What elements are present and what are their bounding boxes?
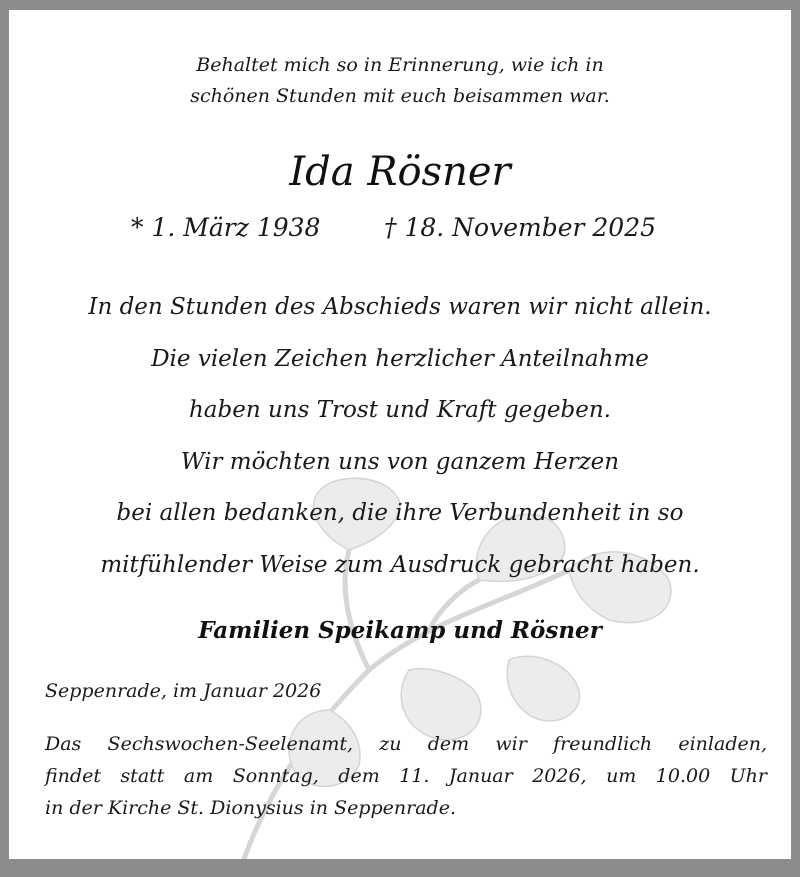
message-line: mitfühlender Weise zum Ausdruck gebracht haben. <box>100 551 700 578</box>
message-line: Die vielen Zeichen herzlicher Anteilnahme <box>151 345 649 372</box>
service-note <box>45 728 767 824</box>
service-note-line: in der Kirche St. Dionysius in Seppenrade. <box>45 797 456 819</box>
message-line: In den Stunden des Abschieds waren wir nicht allein. <box>88 294 712 320</box>
message-line: bei allen bedanken, die ihre Verbundenheit in so <box>116 500 684 526</box>
service-note-line: findet statt am Sonntag, dem 11. Januar 2026, um 10.00 Uhr <box>45 765 767 787</box>
message-line: Wir möchten uns von ganzem Herzen <box>180 448 620 475</box>
birth-date: * 1. März 1938 <box>131 213 321 242</box>
motto-line: Behaltet mich so in Erinnerung, wie ich in <box>196 54 604 76</box>
motto <box>9 50 791 112</box>
motto-line: schönen Stunden mit euch beisammen war. <box>190 85 610 107</box>
family-signature: Familien Speikamp und Rösner <box>198 617 602 644</box>
service-note-line: Das Sechswochen-Seelenamt, zu dem wir freundlich einladen, <box>45 733 767 755</box>
place-date: Seppenrade, im Januar 2026 <box>45 680 322 702</box>
deceased-name: Ida Rösner <box>289 149 511 195</box>
message-line: haben uns Trost und Kraft gegeben. <box>188 397 611 423</box>
death-date: † 18. November 2025 <box>384 213 657 242</box>
thank-you-message <box>9 282 791 591</box>
obituary-card <box>9 10 791 859</box>
